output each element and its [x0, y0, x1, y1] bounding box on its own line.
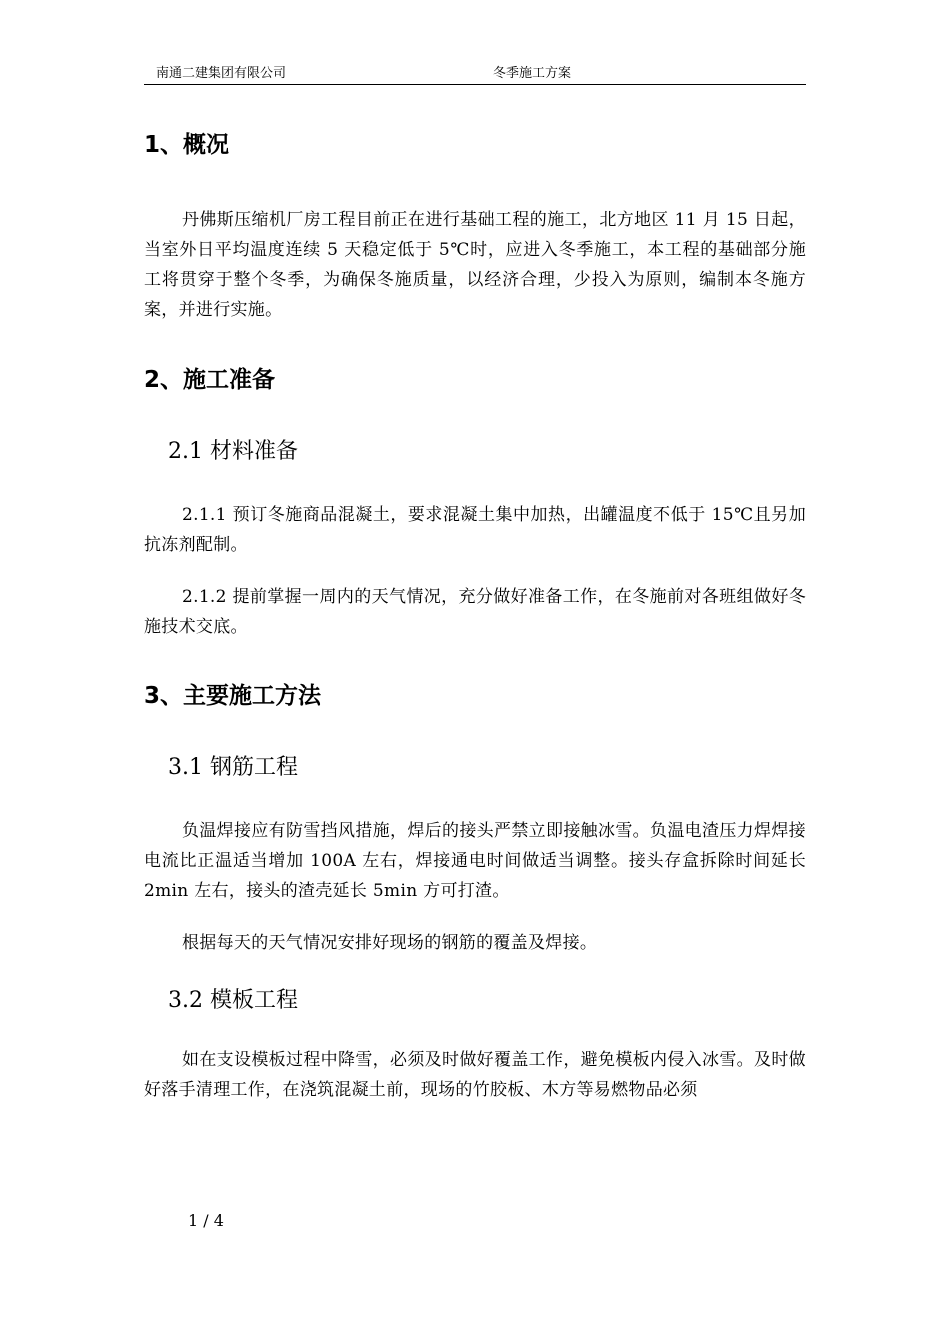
- section-1-paragraph: 丹佛斯压缩机厂房工程目前正在进行基础工程的施工，北方地区 11 月 15 日起，当室外日平均温度连续 5 天稳定低于 5℃时，应进入冬季施工，本工程的基础部分施工将贯穿于整个冬季，为确保冬施质量，以经济合理，少投入为原则，编制本冬施方案，并进行实施。: [144, 210, 806, 320]
- section-2-1-2-paragraph: 2.1.2 提前掌握一周内的天气情况，充分做好准备工作，在冬施前对各班组做好冬施技术交底。: [144, 587, 806, 637]
- document-body: [144, 128, 806, 1105]
- section-3-1-paragraph-2: 根据每天的天气情况安排好现场的钢筋的覆盖及焊接。: [182, 933, 598, 953]
- section-2-heading: 2、施工准备: [144, 367, 276, 393]
- section-1-heading: 1、概况: [144, 132, 230, 158]
- header-doc-title: 冬季施工方案: [493, 66, 572, 81]
- section-3-2-paragraph: 如在支设模板过程中降雪，必须及时做好覆盖工作，避免模板内侵入冰雪。及时做好落手清理工作，在浇筑混凝土前，现场的竹胶板、木方等易燃物品必须: [144, 1050, 806, 1100]
- section-3-1-heading: 3.1 钢筋工程: [168, 755, 298, 780]
- page-number: 1 / 4: [188, 1211, 224, 1230]
- section-3-1-paragraph-1: 负温焊接应有防雪挡风措施，焊后的接头严禁立即接触冰雪。负温电渣压力焊焊接电流比正温适当增加 100A 左右，焊接通电时间做适当调整。接头存盒拆除时间延长 2min 左右，接头的渣壳延长 5min 方可打渣。: [144, 821, 806, 901]
- header-company: 南通二建集团有限公司: [156, 66, 287, 81]
- section-3-heading: 3、主要施工方法: [144, 683, 322, 709]
- section-2-1-1-paragraph: 2.1.1 预订冬施商品混凝土，要求混凝土集中加热，出罐温度不低于 15℃且另加抗冻剂配制。: [144, 505, 806, 555]
- section-3-2-heading: 3.2 模板工程: [168, 988, 298, 1013]
- page-header: [144, 64, 806, 85]
- section-2-1-heading: 2.1 材料准备: [168, 439, 298, 464]
